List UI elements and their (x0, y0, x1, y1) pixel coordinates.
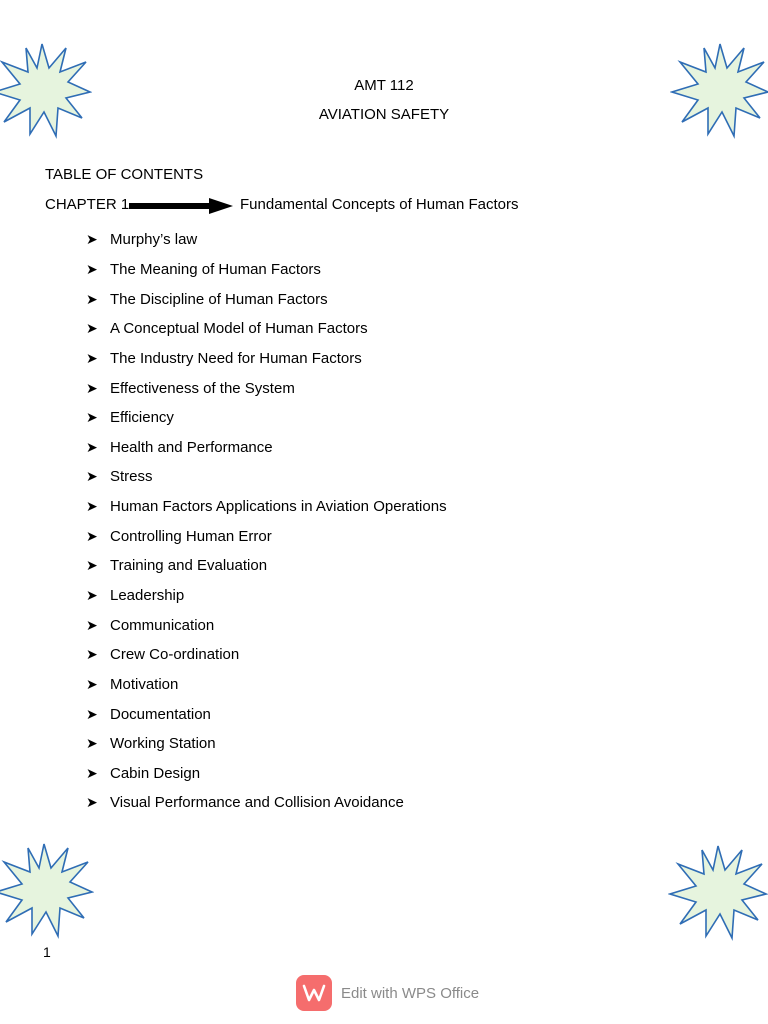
arrow-bullet-icon: ➤ (86, 438, 98, 455)
chapter-label: CHAPTER 1 (45, 196, 130, 213)
toc-item-label: The Industry Need for Human Factors (110, 349, 362, 367)
toc-item (86, 344, 447, 374)
toc-item (86, 610, 447, 640)
toc-item-label: Documentation (110, 705, 211, 723)
toc-item (86, 492, 447, 522)
page-number: 1 (43, 944, 51, 960)
toc-item (86, 255, 447, 285)
arrow-bullet-icon: ➤ (86, 260, 98, 277)
toc-item-label: Effectiveness of the System (110, 379, 295, 397)
arrow-bullet-icon: ➤ (86, 468, 98, 485)
toc-item-label: Crew Co-ordination (110, 646, 240, 664)
topic-list (86, 225, 447, 818)
arrow-bullet-icon: ➤ (86, 320, 98, 337)
toc-item (86, 581, 447, 611)
arrow-bullet-icon: ➤ (86, 705, 98, 722)
arrow-bullet-icon: ➤ (86, 794, 98, 811)
toc-item-label: Human Factors Applications in Aviation Operations (110, 498, 447, 516)
wps-edit-label: Edit with WPS Office (341, 984, 480, 1002)
arrow-bullet-icon: ➤ (86, 764, 98, 781)
toc-item-label: A Conceptual Model of Human Factors (110, 320, 368, 338)
arrow-bullet-icon: ➤ (86, 587, 98, 603)
arrow-bullet-icon: ➤ (86, 735, 98, 752)
toc-item-label: Stress (110, 468, 153, 486)
arrow-bullet-icon: ➤ (86, 616, 98, 633)
toc-item (86, 551, 447, 581)
toc-item (86, 640, 447, 670)
arrow-bullet-icon: ➤ (86, 379, 98, 396)
arrow-bullet-icon: ➤ (86, 290, 98, 307)
arrow-bullet-icon: ➤ (86, 646, 98, 663)
star-icon (0, 840, 94, 940)
toc-item-label: Health and Performance (110, 438, 273, 456)
wps-edit-badge[interactable] (296, 975, 479, 1011)
arrow-bullet-icon: ➤ (86, 675, 98, 692)
toc-item-label: Working Station (110, 735, 216, 753)
toc-item (86, 432, 447, 462)
toc-item (86, 403, 447, 433)
star-decoration-bottom-left (0, 840, 94, 940)
star-decoration-bottom-right (668, 842, 768, 942)
toc-item (86, 314, 447, 344)
star-icon (668, 842, 768, 942)
chapter-row (45, 196, 645, 216)
arrow-bullet-icon: ➤ (86, 498, 98, 515)
toc-item (86, 788, 447, 818)
toc-item-label: Murphy’s law (110, 231, 198, 249)
wps-logo-icon (296, 975, 332, 1011)
arrow-bullet-icon: ➤ (86, 557, 98, 574)
arrow-bullet-icon: ➤ (86, 231, 98, 248)
toc-item (86, 225, 447, 255)
arrow-bullet-icon: ➤ (86, 527, 98, 544)
toc-item-label: Training and Evaluation (110, 557, 268, 575)
toc-item-label: Motivation (110, 675, 179, 693)
toc-item (86, 729, 447, 759)
arrow-bullet-icon: ➤ (86, 349, 98, 366)
toc-item-label: The Meaning of Human Factors (110, 260, 321, 278)
toc-item-label: Communication (110, 616, 215, 634)
toc-item (86, 759, 447, 789)
toc-item-label: The Discipline of Human Factors (110, 290, 328, 308)
arrow-bullet-icon: ➤ (86, 409, 98, 426)
toc-item-label: Efficiency (110, 409, 174, 427)
toc-item (86, 699, 447, 729)
toc-item (86, 521, 447, 551)
toc-item-label: Leadership (110, 587, 185, 604)
toc-item (86, 670, 447, 700)
toc-item-label: Controlling Human Error (110, 527, 272, 545)
toc-heading: TABLE OF CONTENTS (45, 166, 204, 183)
toc-item (86, 373, 447, 403)
toc-item-label: Cabin Design (110, 764, 201, 782)
toc-item (86, 284, 447, 314)
toc-item (86, 462, 447, 492)
course-title: AVIATION SAFETY (318, 106, 450, 123)
toc-item-label: Visual Performance and Collision Avoidance (110, 794, 404, 812)
chapter-title: Fundamental Concepts of Human Factors (240, 196, 519, 213)
course-code: AMT 112 (354, 77, 414, 94)
